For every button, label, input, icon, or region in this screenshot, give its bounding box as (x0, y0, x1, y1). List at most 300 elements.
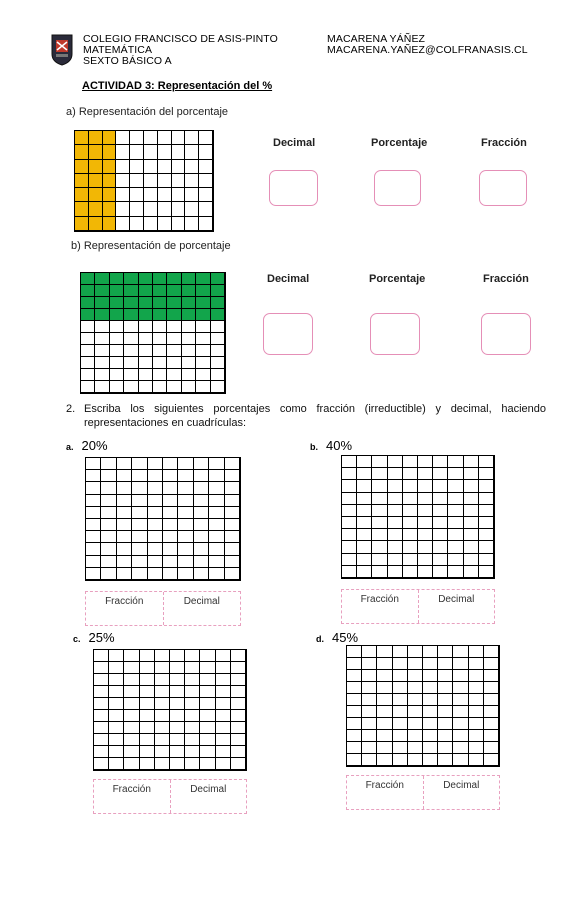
grid-cell (377, 742, 392, 754)
grid-cell (388, 554, 403, 566)
grid-cell (117, 458, 132, 470)
teacher-name: MACARENA YÁÑEZ (327, 33, 426, 45)
grid-cell (178, 470, 193, 482)
grid-cell (393, 742, 408, 754)
grid-cell (393, 682, 408, 694)
grid-cell (479, 566, 494, 578)
grid-cell (81, 369, 95, 381)
grid-cell (172, 131, 186, 145)
grid-cell (182, 273, 196, 285)
grid-cell (155, 698, 170, 710)
grid-cell (89, 188, 103, 202)
grid-cell (110, 381, 124, 393)
grid-cell (155, 746, 170, 758)
grid-cell (194, 568, 209, 580)
grid-cell (423, 658, 438, 670)
grid-cell (178, 482, 193, 494)
grid-cell (484, 694, 499, 706)
grid-cell (94, 710, 109, 722)
grid-cell (362, 670, 377, 682)
grid-cell (140, 662, 155, 674)
grid-cell (158, 202, 172, 216)
grid-cell (357, 517, 372, 529)
grid-cell (216, 722, 231, 734)
grid-cell (109, 746, 124, 758)
grid-cell (81, 381, 95, 393)
grid-cell (170, 662, 185, 674)
grid-cell (464, 493, 479, 505)
answer-box-item-b[interactable] (341, 589, 495, 624)
grid-cell (388, 456, 403, 468)
grid-cell (148, 482, 163, 494)
item-a-percent: 20% (81, 438, 108, 453)
grid-cell (438, 694, 453, 706)
grid-cell (377, 646, 392, 658)
grid-cell (148, 568, 163, 580)
grid-cell (209, 556, 224, 568)
grid-cell (86, 519, 101, 531)
grid-cell (94, 746, 109, 758)
grid-cell (448, 456, 463, 468)
grid-cell (357, 541, 372, 553)
header-fraction-a: Fracción (481, 137, 527, 149)
grid-cell (158, 131, 172, 145)
grid-cell (209, 507, 224, 519)
grid-cell (182, 309, 196, 321)
grid-cell (167, 297, 181, 309)
grid-cell (182, 333, 196, 345)
grid-cell (479, 468, 494, 480)
grid-cell (200, 758, 215, 770)
question2-text: Escriba los siguientes porcentajes como fracción (irreductible) y decimal, haciendo representaciones en cuadrículas: (84, 403, 546, 429)
grid-cell (209, 458, 224, 470)
grid-cell (148, 507, 163, 519)
grid-cell (433, 480, 448, 492)
grid-cell (148, 519, 163, 531)
grid-cell (172, 188, 186, 202)
grid-cell (185, 160, 199, 174)
grid-cell (148, 531, 163, 543)
grid-cell (393, 730, 408, 742)
grid-cell (453, 694, 468, 706)
grid-cell (182, 357, 196, 369)
grid-cell (484, 658, 499, 670)
grid-cell (170, 710, 185, 722)
grid-cell (94, 674, 109, 686)
grid-cell (408, 754, 423, 766)
grid-cell (86, 568, 101, 580)
grid-cell (144, 145, 158, 159)
grid-cell (199, 145, 213, 159)
grid-cell (139, 333, 153, 345)
grid-cell (231, 698, 246, 710)
grid-cell (408, 718, 423, 730)
grid-cell (469, 754, 484, 766)
grid-cell (101, 482, 116, 494)
answer-box-item-d[interactable] (346, 775, 500, 810)
grid-cell (211, 321, 225, 333)
grid-cell (484, 730, 499, 742)
grid-cell (139, 369, 153, 381)
grid-cell (144, 131, 158, 145)
grid-cell (75, 202, 89, 216)
answer-percent-b[interactable] (370, 313, 420, 355)
grid-cell (109, 710, 124, 722)
grid-cell (158, 145, 172, 159)
grid-cell (196, 381, 210, 393)
grid-cell (178, 543, 193, 555)
grid-cell (377, 694, 392, 706)
grid-cell (103, 174, 117, 188)
grid-cell (167, 333, 181, 345)
grid-cell (140, 758, 155, 770)
grid-cell (448, 480, 463, 492)
grid-cell (448, 566, 463, 578)
grid-cell (194, 470, 209, 482)
grid-cell (225, 519, 240, 531)
grid-cell (484, 670, 499, 682)
grid-cell (377, 754, 392, 766)
grid-cell (163, 519, 178, 531)
grid-cell (357, 456, 372, 468)
grid-cell (95, 381, 109, 393)
grid-cell (95, 285, 109, 297)
grid-cell (163, 482, 178, 494)
grid-cell (362, 730, 377, 742)
subject: MATEMÁTICA (83, 44, 153, 56)
grid-cell (124, 285, 138, 297)
grid-cell (101, 470, 116, 482)
grid-cell (438, 742, 453, 754)
grid-cell (95, 345, 109, 357)
grid-cell (153, 297, 167, 309)
grid-cell (185, 217, 199, 231)
answer-decimal-b[interactable] (263, 313, 313, 355)
grid-cell (408, 694, 423, 706)
teacher-email: MACARENA.YAÑEZ@COLFRANASIS.CL (327, 44, 528, 56)
grid-cell (86, 543, 101, 555)
grid-cell (362, 682, 377, 694)
grid-cell (178, 495, 193, 507)
grid-cell (185, 174, 199, 188)
grid-cell (211, 309, 225, 321)
grid-cell (163, 470, 178, 482)
section-b-label: b) Representación de porcentaje (71, 240, 231, 252)
grid-cell (110, 297, 124, 309)
grid-cell (185, 662, 200, 674)
grid-cell (89, 145, 103, 159)
grid-cell (158, 174, 172, 188)
grid-cell (372, 505, 387, 517)
grid-cell (403, 456, 418, 468)
grid-cell (89, 131, 103, 145)
grid-cell (117, 507, 132, 519)
grid-cell (433, 554, 448, 566)
grid-cell (94, 650, 109, 662)
grid-cell (403, 529, 418, 541)
grid-cell (347, 754, 362, 766)
grid-cell (433, 541, 448, 553)
item-b-percent: 40% (326, 438, 353, 453)
grid-cell (408, 670, 423, 682)
grid-cell (170, 650, 185, 662)
grid-cell (163, 458, 178, 470)
grid-cell (393, 694, 408, 706)
header-decimal-a: Decimal (273, 137, 316, 149)
grid-cell (155, 734, 170, 746)
grid-cell (153, 345, 167, 357)
grid-cell (469, 682, 484, 694)
grid-item-c (93, 649, 247, 771)
grid-cell (140, 734, 155, 746)
item-a-decimal-label: Decimal (183, 596, 220, 607)
grid-cell (124, 333, 138, 345)
grid-cell (196, 357, 210, 369)
grid-cell (194, 458, 209, 470)
answer-fraction-a[interactable] (479, 170, 527, 206)
grid-cell (342, 456, 357, 468)
grid-cell (139, 309, 153, 321)
grid-cell (433, 505, 448, 517)
grid-cell (448, 554, 463, 566)
grid-cell (196, 285, 210, 297)
grid-cell (89, 217, 103, 231)
grid-cell (124, 357, 138, 369)
grid-cell (216, 758, 231, 770)
grid-cell (464, 517, 479, 529)
header-percent-a: Porcentaje (371, 137, 428, 149)
grid-cell (225, 458, 240, 470)
grid-cell (225, 482, 240, 494)
grid-cell (86, 507, 101, 519)
grid-cell (211, 297, 225, 309)
grid-cell (124, 309, 138, 321)
grid-cell (211, 357, 225, 369)
grid-cell (393, 754, 408, 766)
grid-cell (148, 556, 163, 568)
grid-cell (418, 480, 433, 492)
grid-cell (372, 566, 387, 578)
grid-cell (185, 131, 199, 145)
grid-cell (116, 217, 130, 231)
grid-cell (408, 658, 423, 670)
grid-cell (453, 670, 468, 682)
grid-cell (140, 686, 155, 698)
grid-cell (185, 710, 200, 722)
grid-cell (75, 217, 89, 231)
grid-cell (423, 706, 438, 718)
grid-cell (124, 297, 138, 309)
course: SEXTO BÁSICO A (83, 55, 172, 67)
grid-cell (418, 505, 433, 517)
grid-cell (196, 273, 210, 285)
item-c-letter: c. (73, 634, 81, 644)
grid-cell (109, 722, 124, 734)
grid-cell (124, 381, 138, 393)
answer-box-item-c[interactable] (93, 779, 247, 814)
grid-cell (130, 160, 144, 174)
grid-cell (124, 273, 138, 285)
grid-cell (103, 202, 117, 216)
answer-decimal-a[interactable] (269, 170, 318, 206)
grid-cell (185, 758, 200, 770)
grid-cell (484, 646, 499, 658)
grid-cell (357, 554, 372, 566)
grid-cell (199, 131, 213, 145)
grid-cell (438, 682, 453, 694)
grid-cell (124, 650, 139, 662)
grid-cell (377, 706, 392, 718)
grid-cell (479, 480, 494, 492)
grid-cell (469, 694, 484, 706)
grid-cell (342, 554, 357, 566)
grid-cell (103, 145, 117, 159)
grid-cell (89, 174, 103, 188)
grid-cell (199, 202, 213, 216)
grid-cell (124, 686, 139, 698)
grid-cell (140, 746, 155, 758)
grid-cell (403, 493, 418, 505)
grid-cell (200, 662, 215, 674)
grid-cell (196, 369, 210, 381)
grid-cell (75, 160, 89, 174)
grid-cell (357, 480, 372, 492)
grid-cell (178, 556, 193, 568)
item-c-percent: 25% (88, 630, 115, 645)
grid-cell (130, 174, 144, 188)
grid-cell (124, 758, 139, 770)
grid-cell (116, 202, 130, 216)
grid-cell (130, 145, 144, 159)
grid-cell (117, 519, 132, 531)
grid-cell (178, 458, 193, 470)
grid-cell (479, 541, 494, 553)
grid-cell (124, 698, 139, 710)
grid-cell (469, 646, 484, 658)
grid-cell (109, 686, 124, 698)
grid-cell (448, 505, 463, 517)
grid-cell (200, 686, 215, 698)
grid-cell (448, 468, 463, 480)
grid-cell (433, 517, 448, 529)
grid-cell (194, 495, 209, 507)
grid-cell (148, 458, 163, 470)
grid-cell (403, 480, 418, 492)
grid-cell (211, 333, 225, 345)
grid-cell (75, 131, 89, 145)
grid-cell (372, 541, 387, 553)
grid-cell (95, 309, 109, 321)
grid-cell (342, 566, 357, 578)
grid-cell (101, 507, 116, 519)
grid-cell (124, 369, 138, 381)
grid-cell (103, 217, 117, 231)
answer-fraction-b[interactable] (481, 313, 531, 355)
grid-cell (418, 468, 433, 480)
grid-cell (200, 698, 215, 710)
grid-cell (132, 458, 147, 470)
grid-cell (158, 160, 172, 174)
grid-cell (423, 754, 438, 766)
grid-cell (418, 517, 433, 529)
grid-cell (231, 686, 246, 698)
grid-cell (172, 217, 186, 231)
answer-box-item-a[interactable] (85, 591, 241, 626)
grid-cell (342, 505, 357, 517)
grid-cell (200, 722, 215, 734)
grid-cell (231, 662, 246, 674)
grid-cell (438, 754, 453, 766)
grid-cell (196, 321, 210, 333)
grid-cell (231, 746, 246, 758)
grid-cell (109, 698, 124, 710)
grid-cell (423, 682, 438, 694)
grid-cell (200, 734, 215, 746)
grid-cell (109, 674, 124, 686)
grid-cell (479, 493, 494, 505)
answer-percent-a[interactable] (374, 170, 421, 206)
grid-cell (163, 495, 178, 507)
grid-cell (124, 321, 138, 333)
grid-cell (167, 369, 181, 381)
grid-cell (139, 273, 153, 285)
grid-cell (464, 566, 479, 578)
grid-cell (148, 495, 163, 507)
grid-cell (155, 758, 170, 770)
grid-cell (448, 493, 463, 505)
grid-cell (182, 369, 196, 381)
item-d-title (316, 630, 358, 645)
grid-cell (94, 686, 109, 698)
grid-cell (362, 706, 377, 718)
grid-cell (453, 706, 468, 718)
grid-cell (170, 746, 185, 758)
grid-cell (117, 482, 132, 494)
grid-cell (167, 273, 181, 285)
grid-section-b (80, 272, 226, 394)
grid-cell (418, 541, 433, 553)
grid-cell (155, 650, 170, 662)
grid-cell (170, 722, 185, 734)
grid-cell (357, 505, 372, 517)
grid-cell (167, 357, 181, 369)
grid-cell (178, 568, 193, 580)
grid-cell (116, 160, 130, 174)
grid-cell (199, 160, 213, 174)
grid-cell (130, 131, 144, 145)
grid-cell (182, 345, 196, 357)
grid-cell (200, 746, 215, 758)
grid-cell (132, 482, 147, 494)
grid-cell (347, 658, 362, 670)
grid-cell (231, 650, 246, 662)
item-d-letter: d. (316, 634, 324, 644)
grid-cell (479, 517, 494, 529)
grid-cell (153, 333, 167, 345)
grid-cell (479, 529, 494, 541)
grid-cell (132, 568, 147, 580)
grid-cell (377, 730, 392, 742)
item-c-title (73, 630, 115, 645)
item-a-fraction-label: Fracción (86, 592, 164, 625)
grid-cell (101, 543, 116, 555)
grid-cell (347, 706, 362, 718)
item-a-title (66, 438, 108, 453)
grid-cell (211, 345, 225, 357)
grid-cell (95, 321, 109, 333)
grid-cell (103, 188, 117, 202)
grid-cell (216, 674, 231, 686)
